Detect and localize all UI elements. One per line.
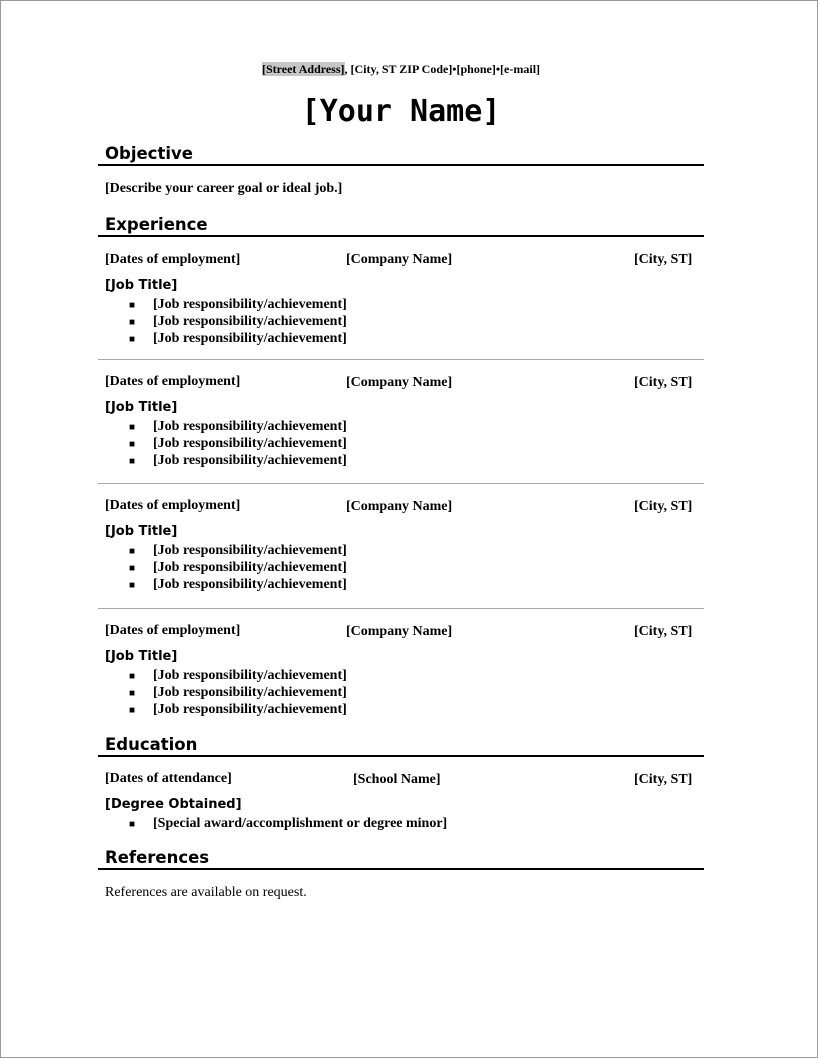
job-company: [Company Name] <box>346 499 453 514</box>
experience-heading: Experience <box>105 215 208 234</box>
job-location: [City, ST] <box>634 499 693 514</box>
job-item: [Job responsibility/achievement] <box>153 543 347 558</box>
job-dates: [Dates of employment] <box>105 623 241 638</box>
job-item: [Job responsibility/achievement] <box>153 331 347 346</box>
references-heading: References <box>105 848 210 867</box>
street-address: [Street Address] <box>261 62 345 76</box>
bullet-icon: ■ <box>129 671 136 682</box>
job-item: [Job responsibility/achievement] <box>153 314 347 329</box>
education-location: [City, ST] <box>634 772 693 787</box>
experience-rule <box>98 235 704 237</box>
job-title: [Job Title] <box>105 278 178 293</box>
bullet-icon: ■ <box>129 546 136 557</box>
job-item: [Job responsibility/achievement] <box>153 297 347 312</box>
bullet-icon: ■ <box>129 705 136 716</box>
job-title: [Job Title] <box>105 649 178 664</box>
bullet-icon: ■ <box>129 819 136 830</box>
education-rule <box>98 755 704 757</box>
contact-line <box>1 62 801 77</box>
job-company: [Company Name] <box>346 624 453 639</box>
bullet-icon: ■ <box>129 317 136 328</box>
job-title: [Job Title] <box>105 400 178 415</box>
school-name: [School Name] <box>353 772 441 787</box>
job-item: [Job responsibility/achievement] <box>153 419 347 434</box>
bullet-icon: ■ <box>129 563 136 574</box>
objective-heading: Objective <box>105 144 193 163</box>
objective-text: [Describe your career goal or ideal job.] <box>105 181 343 196</box>
job-item: [Job responsibility/achievement] <box>153 453 347 468</box>
degree-obtained: [Degree Obtained] <box>105 797 242 812</box>
job-location: [City, ST] <box>634 624 693 639</box>
job-item: [Job responsibility/achievement] <box>153 577 347 592</box>
job-location: [City, ST] <box>634 252 693 267</box>
job-dates: [Dates of employment] <box>105 498 241 513</box>
bullet-icon: ■ <box>129 456 136 467</box>
job-dates: [Dates of employment] <box>105 252 241 267</box>
contact-details: , [City, ST ZIP Code]•[phone]•[e-mail] <box>344 62 541 76</box>
education-heading: Education <box>105 735 198 754</box>
education-item: [Special award/accomplishment or degree minor] <box>153 816 448 831</box>
job-company: [Company Name] <box>346 252 453 267</box>
job-location: [City, ST] <box>634 375 693 390</box>
job-item: [Job responsibility/achievement] <box>153 436 347 451</box>
job-divider <box>98 483 704 484</box>
education-dates: [Dates of attendance] <box>105 771 232 786</box>
job-divider <box>98 608 704 609</box>
job-item: [Job responsibility/achievement] <box>153 560 347 575</box>
job-item: [Job responsibility/achievement] <box>153 702 347 717</box>
job-dates: [Dates of employment] <box>105 374 241 389</box>
job-title: [Job Title] <box>105 524 178 539</box>
bullet-icon: ■ <box>129 688 136 699</box>
bullet-icon: ■ <box>129 580 136 591</box>
job-divider <box>98 359 704 360</box>
job-item: [Job responsibility/achievement] <box>153 685 347 700</box>
bullet-icon: ■ <box>129 439 136 450</box>
your-name: [Your Name] <box>301 94 501 129</box>
bullet-icon: ■ <box>129 422 136 433</box>
job-item: [Job responsibility/achievement] <box>153 668 347 683</box>
job-company: [Company Name] <box>346 375 453 390</box>
bullet-icon: ■ <box>129 300 136 311</box>
bullet-icon: ■ <box>129 334 136 345</box>
objective-rule <box>98 164 704 166</box>
references-text: References are available on request. <box>105 885 307 900</box>
references-rule <box>98 868 704 870</box>
